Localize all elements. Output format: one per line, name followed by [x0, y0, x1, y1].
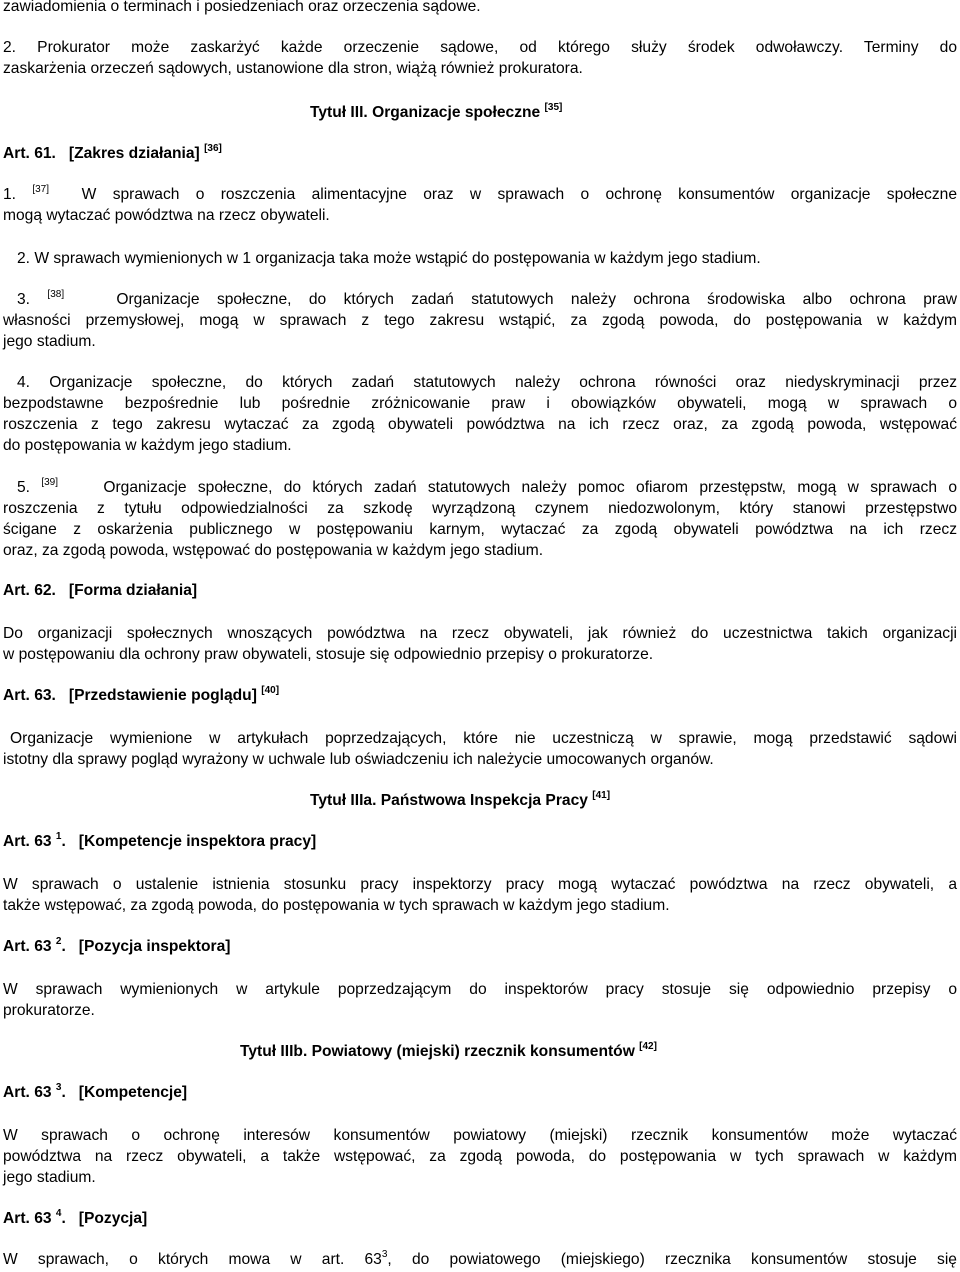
text-line: Organizacje wymienione w artykułach poprzedzających, które nie uczestniczą w sprawie, mogą przedstawić sądowi [10, 730, 957, 747]
text-line: W sprawach o ochronę interesów konsumentów powiatowy (miejski) rzecznik konsumentów może wytaczać [3, 1127, 957, 1144]
text-line: istotny dla sprawy pogląd wyrażony w uchwale lub oświadczeniu ich należycie umocowanych organów. [3, 751, 714, 768]
text-line: mogą wytaczać powództwa na rzecz obywateli. [3, 207, 330, 224]
article-heading: Art. 63 $^2$. [Pozycja inspektora] [3, 936, 231, 955]
text-line: zawiadomienia o terminach i posiedzeniach oraz orzeczenia sądowe. [3, 0, 481, 15]
article-heading: Art. 63. [Przedstawienie poglądu] [40] [3, 685, 280, 704]
text-line: roszczenia z tytułu odpowiedzialności za szkodę wyrządzoną czynem niedozwolonym, który stanowi przestępstwo [3, 500, 957, 517]
article-heading: Art. 61. [Zakres działania] [36] [3, 143, 222, 162]
article-heading: Art. 63 $^3$. [Kompetencje] [3, 1082, 188, 1101]
text-line: W sprawach wymienionych w artykule poprzedzającym do inspektorów pracy stosuje się odpowiednio przepisy o [3, 981, 957, 998]
text-line: W sprawach, o których mowa w art. $63^3$, do powiatowego (miejskiego) rzecznika konsumentów stosuje się [3, 1249, 957, 1268]
text-line: własności przemysłowej, mogą w sprawach z tego zakresu wstąpić, za zgodą powoda, do postępowania w każdym [3, 312, 957, 329]
text-line: bezpodstawne bezpośrednie lub pośrednie zróżnicowanie praw i obowiązków obywateli, mogą w sprawach o [3, 395, 957, 412]
text-line: powództwa na rzecz obywateli, a także wstępować, za zgodą powoda, do postępowania w tych sprawach w każdym [3, 1148, 957, 1165]
text-line: zaskarżenia orzeczeń sądowych, ustanowione dla stron, wiążą również prokuratora. [3, 60, 583, 77]
text-line: roszczenia z tego zakresu wytaczać za zgodą obywateli powództwa na ich rzecz oraz, za zgodą powoda, wstępować [3, 416, 957, 433]
text-line: 2. Prokurator może zaskarżyć każde orzeczenie sądowe, od którego służy środek odwoławczy. Terminy do [3, 39, 957, 56]
text-line: w postępowaniu dla ochrony praw obywateli, stosuje się odpowiednio przepisy o prokuratorze. [3, 646, 654, 663]
text-line: do postępowania w każdym jego stadium. [3, 437, 292, 454]
article-heading: Art. 63 $^4$. [Pozycja] [3, 1208, 148, 1227]
paragraph-1: 1. [37] W sprawach o roszczenia alimentacyjne oraz w sprawach o ochronę konsumentów organizacje społeczne [3, 184, 957, 203]
section-title: Tytuł III. Organizacje społeczne [35] [310, 102, 563, 121]
paragraph-5: 5. [39] Organizacje społeczne, do których zadań statutowych należy pomoc ofiarom przestępstw, mogą w sprawach o [17, 477, 957, 496]
text-line: oraz, za zgodą powoda, wstępować do postępowania w każdym jego stadium. [3, 542, 544, 559]
paragraph-4: 4. Organizacje społeczne, do których zadań statutowych należy ochrona równości oraz niedyskryminacji przez [17, 374, 957, 391]
text-line: Do organizacji społecznych wnoszących powództwa na rzecz obywateli, jak również do uczestnictwa takich organizacji [3, 625, 957, 642]
article-heading: Art. 63 $^1$. [Kompetencje inspektora pracy] [3, 831, 317, 850]
text-line: także wstępować, za zgodą powoda, do postępowania w tych sprawach w każdym jego stadium. [3, 897, 670, 914]
text-line: prokuratorze. [3, 1002, 95, 1019]
section-title: Tytuł IIIa. Państwowa Inspekcja Pracy [41] [310, 790, 611, 809]
text-line: jego stadium. [3, 333, 96, 350]
paragraph-2: 2. W sprawach wymienionych w 1 organizacja taka może wstąpić do postępowania w każdym jego stadium. [17, 250, 761, 267]
text-line: jego stadium. [3, 1169, 96, 1186]
section-title: Tytuł IIIb. Powiatowy (miejski) rzecznik konsumentów [42] [240, 1041, 657, 1060]
text-line: W sprawach o ustalenie istnienia stosunku pracy inspektorzy pracy mogą wytaczać powództwa na rzecz obywateli, a [3, 876, 957, 893]
text-line: ścigane z oskarżenia publicznego w postępowaniu karnym, wytaczać za zgodą obywateli powództwa na ich rzecz [3, 521, 957, 538]
article-heading: Art. 62. [Forma działania] [3, 582, 198, 599]
paragraph-3: 3. [38] Organizacje społeczne, do których zadań statutowych należy ochrona środowiska albo ochrona praw [17, 289, 958, 308]
